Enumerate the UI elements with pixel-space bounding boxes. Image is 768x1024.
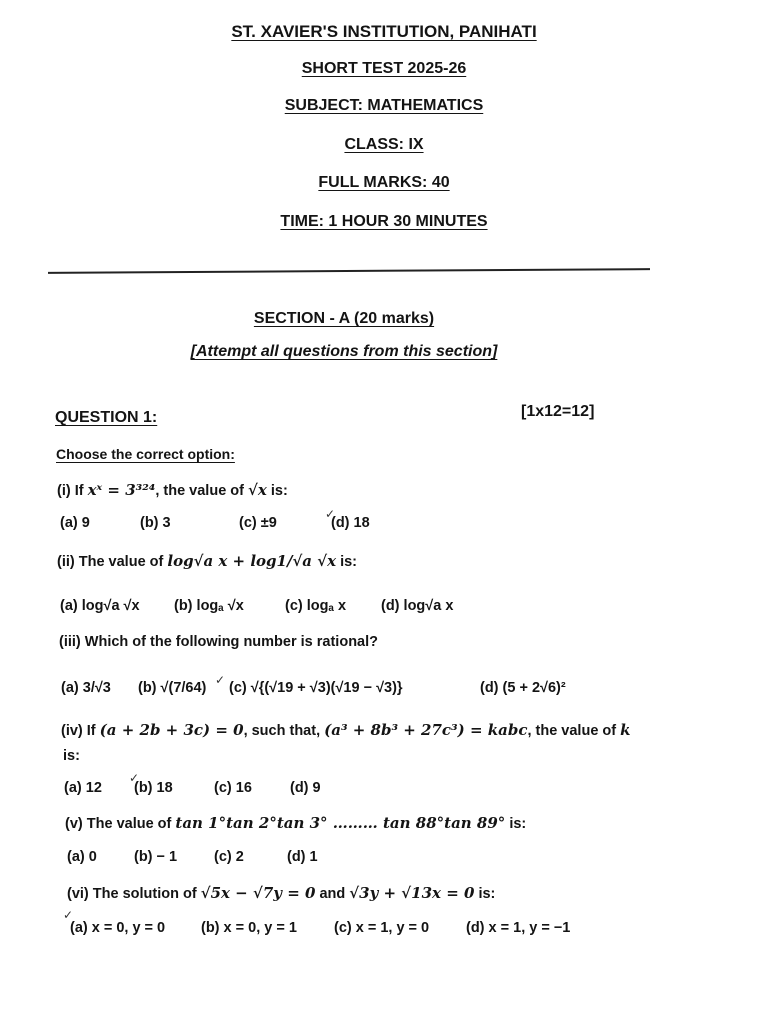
option-b: (b) − 1 bbox=[134, 849, 178, 865]
option-a: (a) log√a √x bbox=[60, 598, 140, 614]
question-iv: (iv) If (a + 2b + 3c) = 0, such that, (a³ + 8b³ + 27c³) = kabc, the value of k bbox=[61, 721, 631, 739]
check-mark-icon: ✓ bbox=[129, 771, 140, 785]
question-vi: (vi) The solution of √5x − √7y = 0 and √3y + √13x = 0 is: bbox=[67, 884, 496, 902]
question-v: (v) The value of tan 1°tan 2°tan 3° ……… tan 88°tan 89° is: bbox=[65, 814, 527, 832]
check-mark-icon: ✓ bbox=[63, 908, 74, 922]
question-number: (iii) bbox=[59, 634, 81, 650]
option-a: (a) 9 bbox=[60, 515, 90, 531]
option-c: (c) x = 1, y = 0 bbox=[334, 920, 430, 936]
option-a: (a) 12 bbox=[64, 780, 102, 796]
check-mark-icon: ✓ bbox=[215, 673, 226, 687]
option-c: (c) √{(√19 + √3)(√19 − √3)} bbox=[229, 680, 403, 696]
question-number: (ii) bbox=[57, 554, 75, 570]
option-c: (c) 2 bbox=[214, 849, 244, 865]
question-instruction: Choose the correct option: bbox=[56, 446, 235, 462]
option-d: (d) (5 + 2√6)² bbox=[480, 680, 566, 696]
math-expression: xˣ = 3³²⁴ bbox=[87, 481, 156, 499]
question-number: (iv) bbox=[61, 723, 83, 739]
math-expression: √5x − √7y = 0 bbox=[200, 884, 316, 902]
option-b: (b) √(7/64) bbox=[138, 680, 207, 696]
option-a: (a) x = 0, y = 0 bbox=[70, 920, 166, 936]
class-label: CLASS: IX bbox=[344, 136, 424, 153]
option-d: (d) x = 1, y = −1 bbox=[466, 920, 571, 936]
institution-title: ST. XAVIER'S INSTITUTION, PANIHATI bbox=[231, 22, 537, 41]
math-expression: √3y + √13x = 0 bbox=[349, 884, 475, 902]
option-c: (c) logₐ x bbox=[285, 598, 347, 614]
question-number: (i) bbox=[57, 483, 71, 499]
question-marks: [1x12=12] bbox=[521, 403, 595, 420]
section-title: SECTION - A (20 marks) bbox=[253, 310, 435, 327]
option-d: (d) 9 bbox=[290, 780, 321, 796]
section-instruction: [Attempt all questions from this section] bbox=[190, 343, 498, 360]
question-label: QUESTION 1: bbox=[55, 409, 158, 426]
option-b: (b) 3 bbox=[140, 515, 171, 531]
option-b: (b) x = 0, y = 1 bbox=[201, 920, 297, 936]
question-ii: (ii) The value of log√a x + log1/√a √x is: bbox=[57, 552, 357, 570]
option-d: (d) log√a x bbox=[381, 598, 454, 614]
subject: SUBJECT: MATHEMATICS bbox=[284, 97, 484, 114]
test-title: SHORT TEST 2025-26 bbox=[301, 60, 467, 77]
option-c: (c) 16 bbox=[214, 780, 252, 796]
question-iii: (iii) Which of the following number is rational? bbox=[59, 634, 378, 650]
check-mark-icon: ✓ bbox=[325, 507, 336, 521]
option-a: (a) 0 bbox=[67, 849, 97, 865]
option-d: (d) 1 bbox=[287, 849, 318, 865]
question-number: (v) bbox=[65, 816, 83, 832]
math-expression: √x bbox=[248, 481, 267, 499]
time-allowed: TIME: 1 HOUR 30 MINUTES bbox=[280, 213, 488, 230]
option-b: (b) 18 bbox=[134, 780, 173, 796]
option-b: (b) logₐ √x bbox=[174, 598, 244, 614]
question-i: (i) If xˣ = 3³²⁴, the value of √x is: bbox=[57, 481, 288, 499]
question-number: (vi) bbox=[67, 886, 89, 902]
option-d: (d) 18 bbox=[331, 515, 370, 531]
math-expression: (a³ + 8b³ + 27c³) = kabc bbox=[324, 721, 528, 739]
option-c: (c) ±9 bbox=[239, 515, 277, 531]
math-expression: log√a x + log1/√a √x bbox=[167, 552, 337, 570]
option-a: (a) 3/√3 bbox=[61, 680, 111, 696]
full-marks: FULL MARKS: 40 bbox=[318, 174, 450, 191]
math-expression: tan 1°tan 2°tan 3° ……… tan 88°tan 89° bbox=[175, 814, 506, 832]
math-expression: (a + 2b + 3c) = 0 bbox=[99, 721, 244, 739]
question-iv-continued: is: bbox=[63, 748, 80, 764]
math-expression: k bbox=[620, 721, 631, 739]
divider bbox=[48, 268, 650, 274]
